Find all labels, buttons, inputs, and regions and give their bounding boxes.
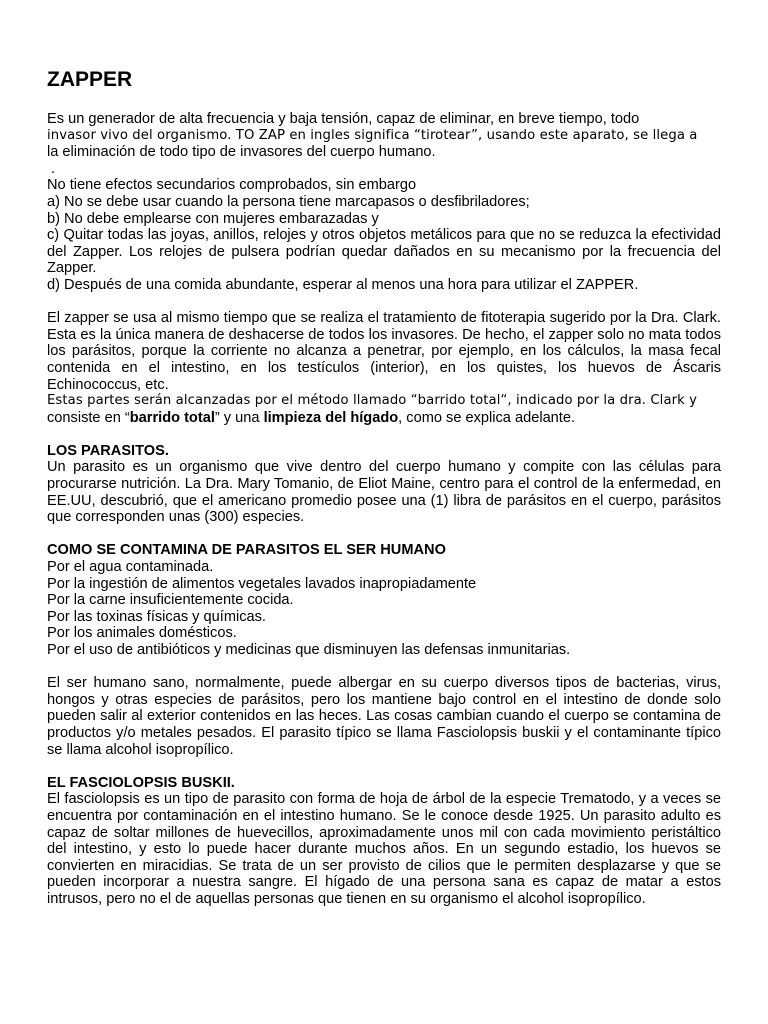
intro-line-3: la eliminación de todo tipo de invasores del cuerpo humano. [47,144,436,161]
barrido-total-bold: barrido total [129,409,215,426]
list-item: Por la ingestión de alimentos vegetales lavados inapropiadamente [47,575,477,592]
healthy-text: El ser humano sano, normalmente, puede albergar en su cuerpo diversos tipos de bacterias, virus, hongos y otras especies de parásitos, pero los mantiene bajo control en el intestino de donde solo pueden salir al exterior contenidos en las heces. Las cosas cambian cuando el cuerpo se contamina de productos y/o metales pesados. El parasito típico se llama Fasciolopsis buskii y el contaminante típico se llama alcohol isopropílico. [47,675,721,758]
effects-intro: No tiene efectos secundarios comprobados, sin embargo [47,177,417,194]
contamination-section [47,542,721,658]
parasites-section [47,443,721,526]
healthy-section [47,675,721,758]
parasites-heading: LOS PARASITOS. [47,442,169,459]
effects-item-c: c) Quitar todas las joyas, anillos, relojes y otros objetos metálicos para que no se reduzca la efectividad del Zapper. Los relojes de pulsera podrían quedar dañados en su mecanismo por la frecuencia del Zapper. [47,227,721,277]
effects-item-b: b) No debe emplearse con mujeres embarazadas y [47,210,379,227]
fasciolopsis-heading: EL FASCIOLOPSIS BUSKII. [47,774,235,791]
limpieza-higado-bold: limpieza del hígado [263,409,399,426]
list-item: Por los animales domésticos. [47,625,237,642]
usage-text: El zapper se usa al mismo tiempo que se realiza el tratamiento de fitoterapia sugerido por la Dra. Clark. Esta es la única manera de deshacerse de todos los invasores. De hecho, el zapper solo no mata todos los parásitos, porque la corriente no alcanza a penetrar, por ejemplo, en los cálculos, la masa fecal contenida en el intestino, en los testículos (interior), en los quistes, los huevos de Áscaris Echinococcus, etc. [47,310,721,393]
effects-item-d: d) Después de una comida abundante, esperar al menos una hora para utilizar el ZAPPER. [47,276,639,293]
usage-part-1: consiste en “ [47,409,130,426]
usage-final-line [47,410,721,427]
effects-item-a: a) No se debe usar cuando la persona tiene marcapasos o desfibriladores; [47,193,530,210]
usage-part-3: , como se explica adelante. [398,409,576,426]
effects-section [47,177,721,293]
usage-alt-line: Estas partes serán alcanzadas por el método llamado “barrido total“, indicado por la dra. Clark y [47,393,698,409]
page-title: ZAPPER [47,68,133,91]
list-item: Por el agua contaminada. [47,559,214,576]
intro-line-1: Es un generador de alta frecuencia y baja tensión, capaz de eliminar, en breve tiempo, todo [47,111,640,127]
document-page [47,66,721,908]
list-item: Por las toxinas físicas y químicas. [47,608,266,625]
usage-paragraph [47,310,721,426]
fasciolopsis-text: El fasciolopsis es un tipo de parasito con forma de hoja de árbol de la especie Trematodo, y a veces se encuentra por contaminación en el intestino humano. Se le conoce desde 1925. Un parasito adulto es capaz de soltar millones de huevecillos, aproximadamente unos mil con cada movimiento peristáltico del intestino, y esto lo puede hacer durante muchos años. En un segundo estadio, los huevos se convierten en miracidias. Se trata de un ser provisto de cilios que le permiten desplazarse y que se pueden incorporar a nuestra sangre. El hígado de una persona sana es capaz de matar a estos intrusos, pero no el de aquellas personas que tienen en su organismo el alcohol isopropílico. [47,791,721,907]
contamination-heading: COMO SE CONTAMINA DE PARASITOS EL SER HUMANO [47,542,446,559]
fasciolopsis-section [47,775,721,908]
usage-part-2: ” y una [214,409,264,426]
list-item: Por la carne insuficientemente cocida. [47,592,294,609]
stray-dot: . [51,160,56,177]
parasites-text: Un parasito es un organismo que vive dentro del cuerpo humano y compite con las células para procurarse nutrición. La Dra. Mary Tomanio, de Eliot Maine, centro para el control de la enfermedad, en EE.UU, descubrió, que el americano promedio posee una (1) libra de parásitos en el cuerpo, parásitos que corresponden unas (300) especies. [47,459,721,526]
intro-line-2: invasor vivo del organismo. TO ZAP en ingles significa “tirotear”, usando este aparato, se llega a [47,127,698,143]
list-item: Por el uso de antibióticos y medicinas que disminuyen las defensas inmunitarias. [47,642,571,658]
intro-paragraph [47,111,721,177]
